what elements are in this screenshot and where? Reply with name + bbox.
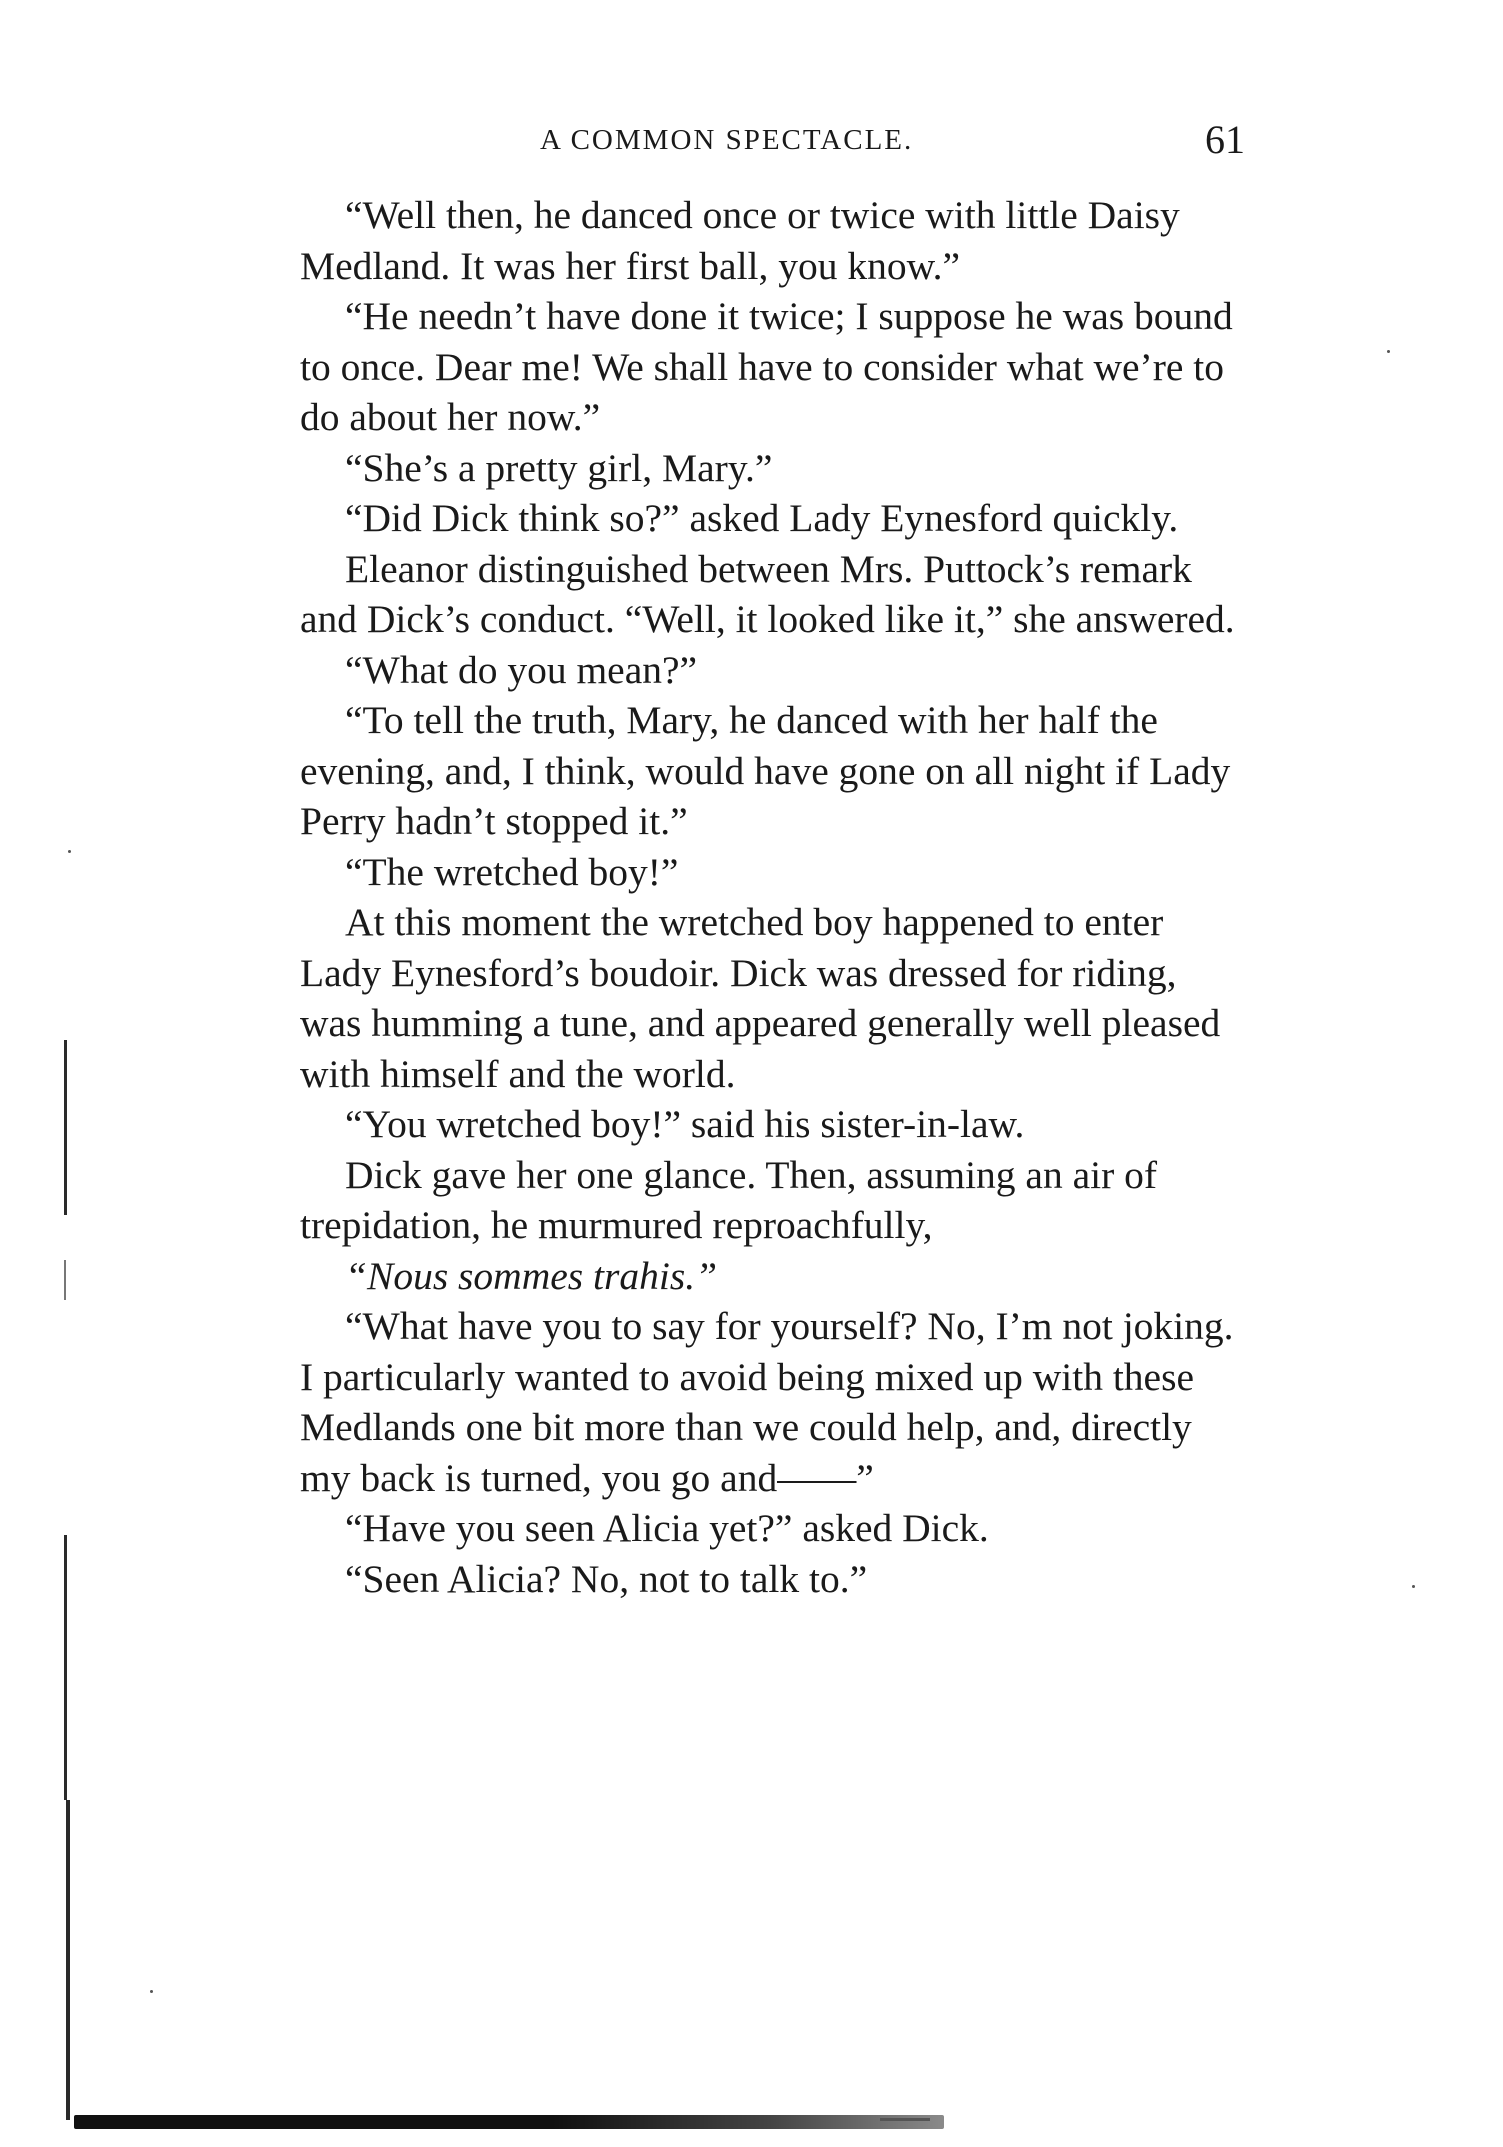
paragraph: “To tell the truth, Mary, he danced with her half the evening, and, I think, would have gone on all night if Lady Perry hadn’t stopped it.” [300,698,1231,843]
paragraph: “Seen Alicia? No, not to talk to.” [345,1556,868,1601]
scan-speck [1387,350,1390,353]
scan-speck [150,1990,153,1993]
scan-margin-line [64,1260,66,1300]
paragraph: “What have you to say for yourself? No, I’m not joking. I particularly wanted to avoid being mixed up with these Medlands one bit more than we could help, and, directly my back is turned, you go and——” [300,1304,1234,1500]
scan-bottom-bar-tail [880,2118,930,2121]
paragraph: Eleanor distinguished between Mrs. Puttock’s remark and Dick’s conduct. “Well, it looked like it,” she answered. [300,546,1235,641]
page-header [300,118,1245,168]
paragraph: “Did Dick think so?” asked Lady Eynesford quickly. [345,496,1179,540]
paragraph: At this moment the wretched boy happened to enter Lady Eynesford’s boudoir. Dick was dressed for riding, was humming a tune, and appeared generally well pleased with himself and the world. [300,900,1221,1096]
scan-margin-line [64,1535,67,1800]
page-number: 61 [1205,117,1245,162]
paragraph: Dick gave her one glance. Then, assuming an air of trepidation, he murmured reproachfully, [300,1152,1158,1247]
paragraph: “The wretched boy!” [345,849,679,894]
running-title: A COMMON SPECTACLE. [540,124,914,156]
scan-speck [68,850,71,853]
paragraph: “You wretched boy!” said his sister-in-law. [345,1102,1025,1146]
paragraph: “Have you seen Alicia yet?” asked Dick. [345,1506,989,1550]
paragraph: “Well then, he danced once or twice with little Daisy Medland. It was her first ball, you know.” [300,193,1180,288]
scan-margin-line [66,1800,70,2120]
paragraph: “He needn’t have done it twice; I suppose he was bound to once. Dear me! We shall have to consider what we’re to do about her now.” [300,294,1233,439]
paragraph: “She’s a pretty girl, Mary.” [345,445,773,490]
body-text [300,190,1245,1604]
paragraph: “What do you mean?” [345,647,698,692]
scan-speck [1412,1585,1415,1588]
paragraph-italic: “Nous sommes trahis.” [345,1253,718,1298]
scan-margin-line [64,1040,67,1215]
scan-bottom-bar [74,2115,944,2129]
